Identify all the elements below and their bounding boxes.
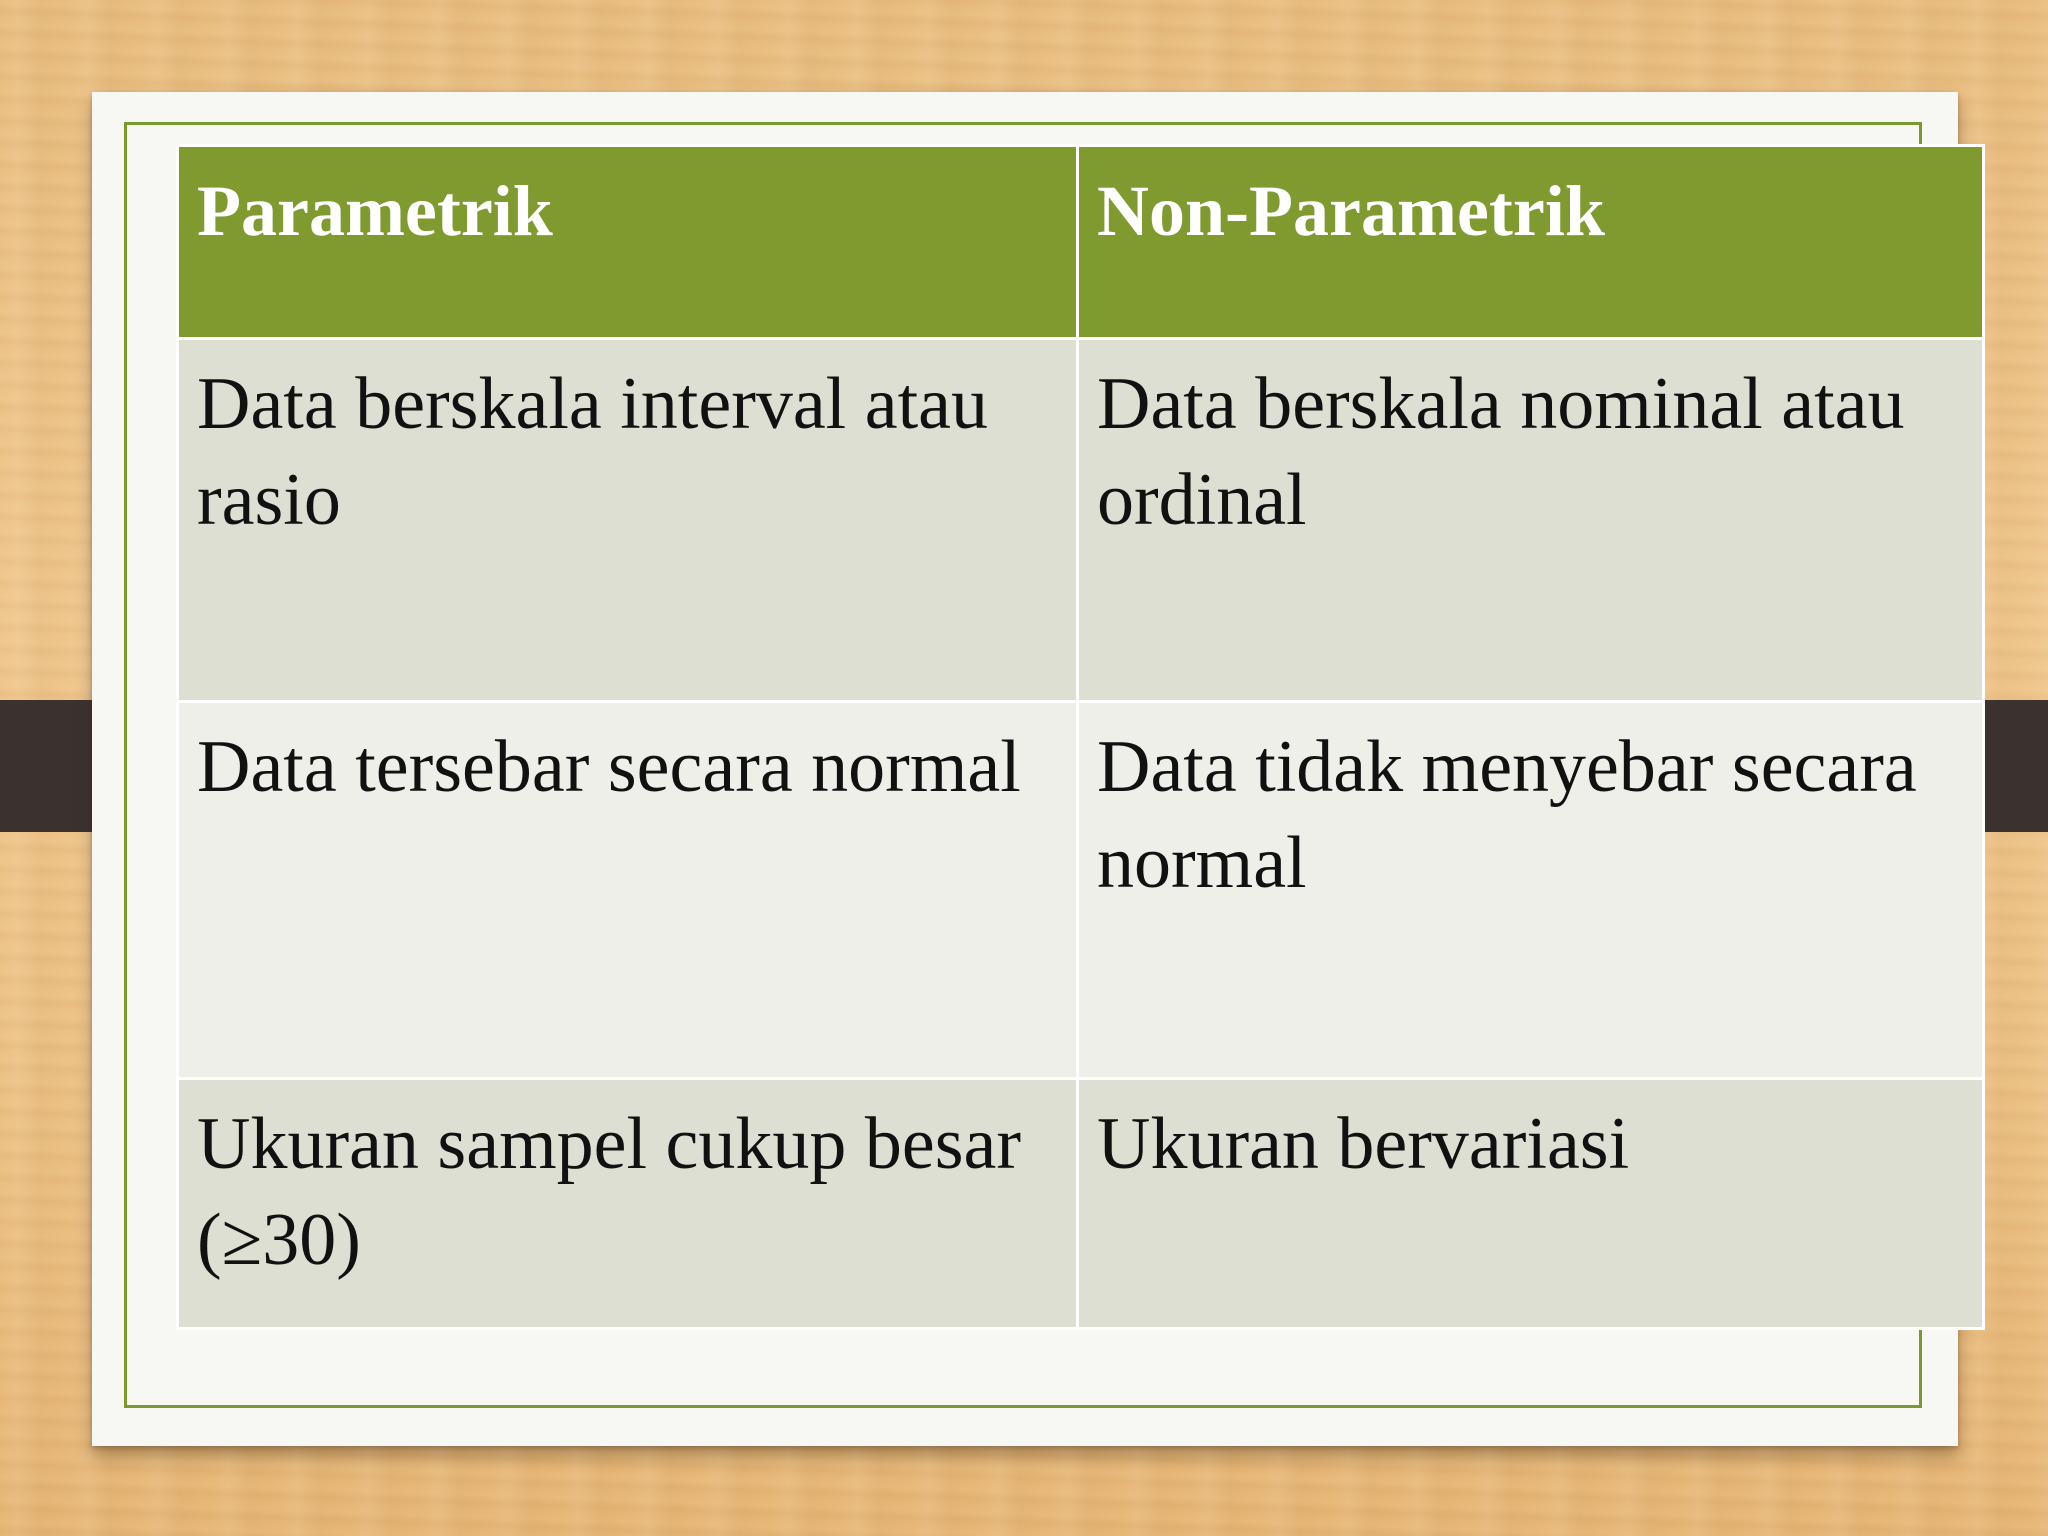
cell-non-parametrik: Ukuran bervariasi xyxy=(1078,1079,1984,1329)
cell-parametrik: Ukuran sampel cukup besar (≥30) xyxy=(178,1079,1078,1329)
header-parametrik: Parametrik xyxy=(178,146,1078,339)
cell-parametrik: Data tersebar secara normal xyxy=(178,702,1078,1079)
cell-non-parametrik: Data berskala nominal atau ordinal xyxy=(1078,339,1984,702)
comparison-table xyxy=(176,144,1985,1330)
table-row xyxy=(178,339,1984,702)
cell-parametrik: Data berskala interval atau rasio xyxy=(178,339,1078,702)
table-row xyxy=(178,702,1984,1079)
strap-right xyxy=(1974,700,2048,832)
cell-non-parametrik: Data tidak menyebar secara normal xyxy=(1078,702,1984,1079)
table-row xyxy=(178,1079,1984,1329)
table-header-row xyxy=(178,146,1984,339)
header-non-parametrik: Non-Parametrik xyxy=(1078,146,1984,339)
